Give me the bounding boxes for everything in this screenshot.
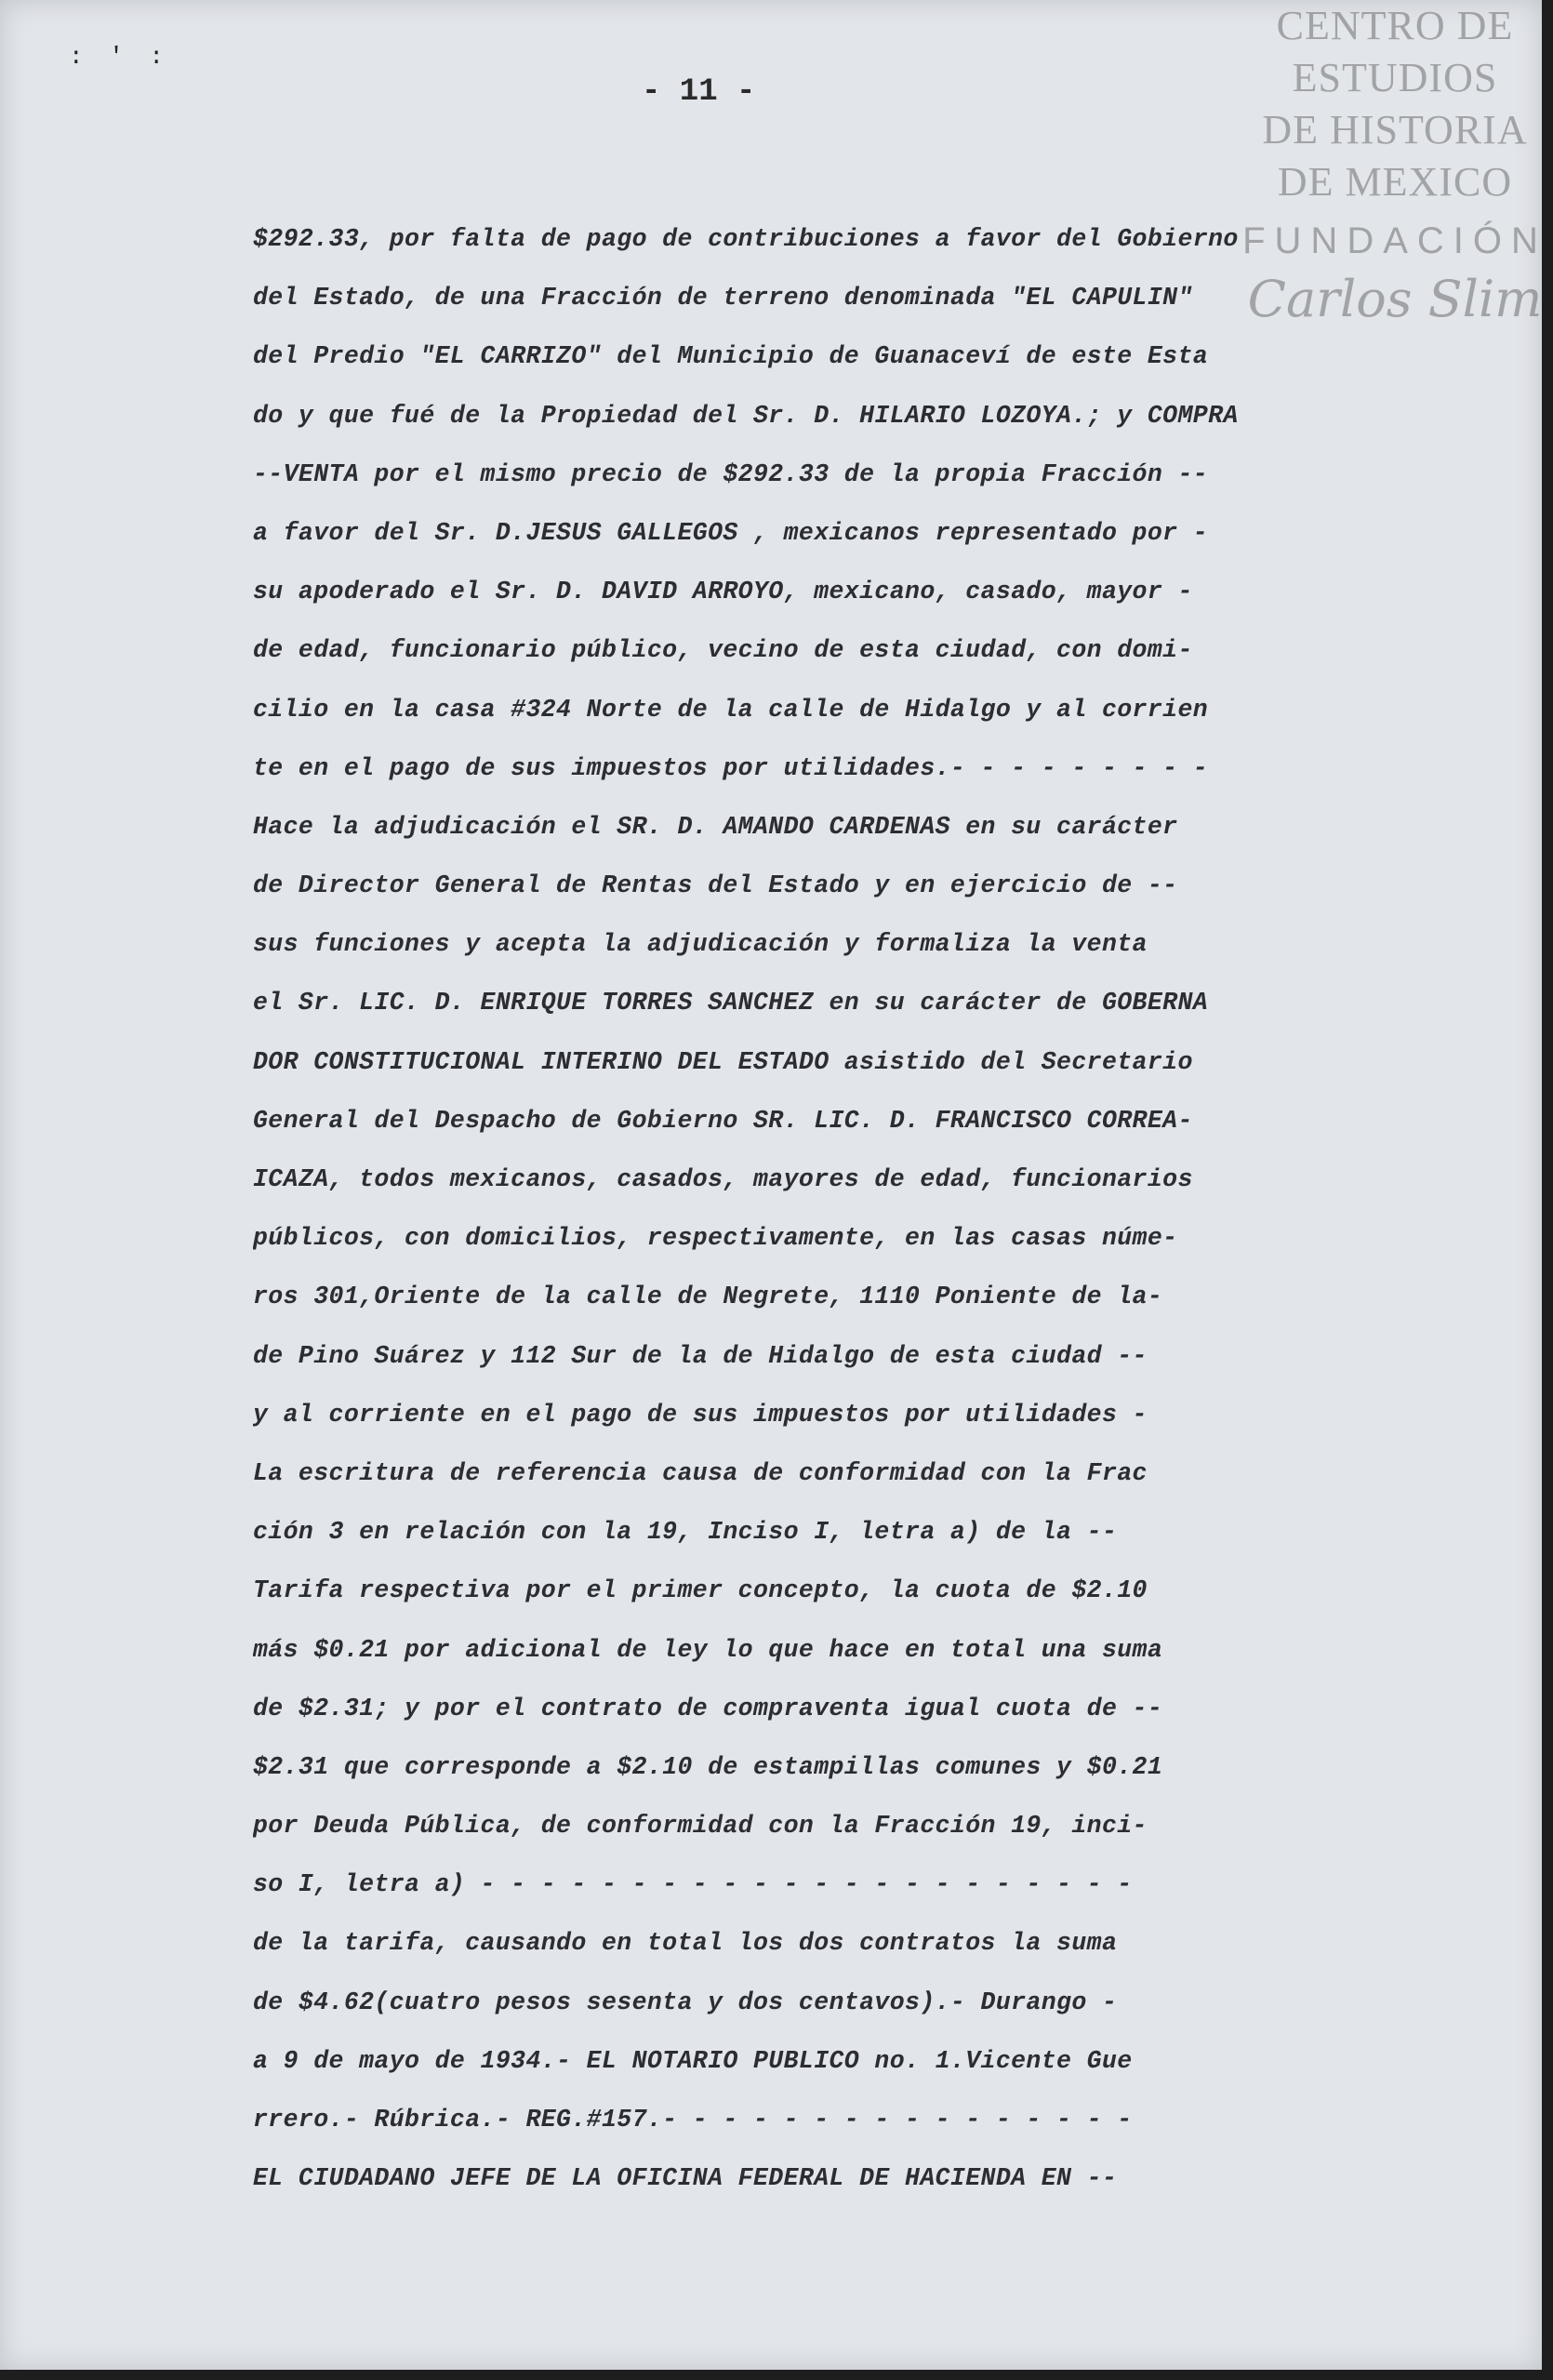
page-number: - 11 -: [642, 74, 756, 110]
body-line: por Deuda Pública, de conformidad con la Fracción 19, inci-: [253, 1812, 1148, 1841]
body-line: Hace la adjudicación el SR. D. AMANDO CARDENAS en su carácter: [253, 812, 1178, 841]
body-line: públicos, con domicilios, respectivamente, en las casas núme-: [253, 1224, 1178, 1253]
watermark-line-3: DE HISTORIA: [1262, 107, 1528, 153]
body-line: del Estado, de una Fracción de terreno denominada "EL CAPULIN": [253, 284, 1193, 312]
body-line: cilio en la casa #324 Norte de la calle de Hidalgo y al corrien: [253, 695, 1209, 724]
corner-marks: : ' :: [69, 43, 170, 71]
body-line: a 9 de mayo de 1934.- EL NOTARIO PUBLICO no. 1.Vicente Gue: [253, 2046, 1133, 2075]
body-line: La escritura de referencia causa de conformidad con la Frac: [253, 1458, 1148, 1487]
body-line: ICAZA, todos mexicanos, casados, mayores de edad, funcionarios: [253, 1165, 1193, 1193]
body-line: de $4.62(cuatro pesos sesenta y dos centavos).- Durango -: [253, 1988, 1118, 2016]
body-line: y al corriente en el pago de sus impuestos por utilidades -: [253, 1400, 1148, 1429]
body-line: del Predio "EL CARRIZO" del Municipio de Guanaceví de este Esta: [253, 342, 1209, 371]
typewritten-body: [253, 210, 1378, 2208]
body-line: do y que fué de la Propiedad del Sr. D. HILARIO LOZOYA.; y COMPRA: [253, 401, 1239, 430]
body-line: más $0.21 por adicional de ley lo que hace en total una suma: [253, 1635, 1163, 1664]
watermark-fundacion: FUNDACIÓN: [1242, 220, 1547, 261]
watermark-signature: Carlos Slim: [1247, 270, 1543, 328]
body-line: de $2.31; y por el contrato de compraventa igual cuota de --: [253, 1694, 1163, 1722]
body-line: de Director General de Rentas del Estado y en ejercicio de --: [253, 871, 1178, 900]
body-line: $2.31 que corresponde a $2.10 de estampillas comunes y $0.21: [253, 1752, 1163, 1781]
body-line: el Sr. LIC. D. ENRIQUE TORRES SANCHEZ en su carácter de GOBERNA: [253, 989, 1209, 1017]
body-line: sus funciones y acepta la adjudicación y formaliza la venta: [253, 930, 1148, 959]
body-line: de Pino Suárez y 112 Sur de la de Hidalgo de esta ciudad --: [253, 1341, 1148, 1370]
body-line: General del Despacho de Gobierno SR. LIC. D. FRANCISCO CORREA-: [253, 1106, 1193, 1135]
body-line: so I, letra a) - - - - - - - - - - - - - - - - - - - - - -: [253, 1870, 1133, 1899]
body-line: ros 301,Oriente de la calle de Negrete, 1110 Poniente de la-: [253, 1283, 1163, 1311]
body-line: a favor del Sr. D.JESUS GALLEGOS , mexicanos representado por -: [253, 518, 1209, 547]
body-line: rrero.- Rúbrica.- REG.#157.- - - - - - - - - - - - - - - -: [253, 2106, 1133, 2134]
watermark-line-1: CENTRO DE: [1276, 3, 1514, 48]
body-line: DOR CONSTITUCIONAL INTERINO DEL ESTADO asistido del Secretario: [253, 1047, 1193, 1076]
body-line: $292.33, por falta de pago de contribuciones a favor del Gobierno: [253, 225, 1239, 253]
body-line: de la tarifa, causando en total los dos contratos la suma: [253, 1929, 1118, 1958]
body-line: Tarifa respectiva por el primer concepto, la cuota de $2.10: [253, 1576, 1148, 1605]
body-line: su apoderado el Sr. D. DAVID ARROYO, mexicano, casado, mayor -: [253, 578, 1193, 606]
watermark-line-4: DE MEXICO: [1277, 159, 1513, 205]
watermark-line-2: ESTUDIOS: [1292, 55, 1498, 100]
body-line: de edad, funcionario público, vecino de esta ciudad, con domi-: [253, 636, 1193, 665]
body-line: --VENTA por el mismo precio de $292.33 de la propia Fracción --: [253, 459, 1209, 488]
body-line: EL CIUDADANO JEFE DE LA OFICINA FEDERAL DE HACIENDA EN --: [253, 2164, 1118, 2193]
body-line: ción 3 en relación con la 19, Inciso I, letra a) de la --: [253, 1518, 1118, 1547]
body-line: te en el pago de sus impuestos por utilidades.- - - - - - - - -: [253, 753, 1209, 782]
